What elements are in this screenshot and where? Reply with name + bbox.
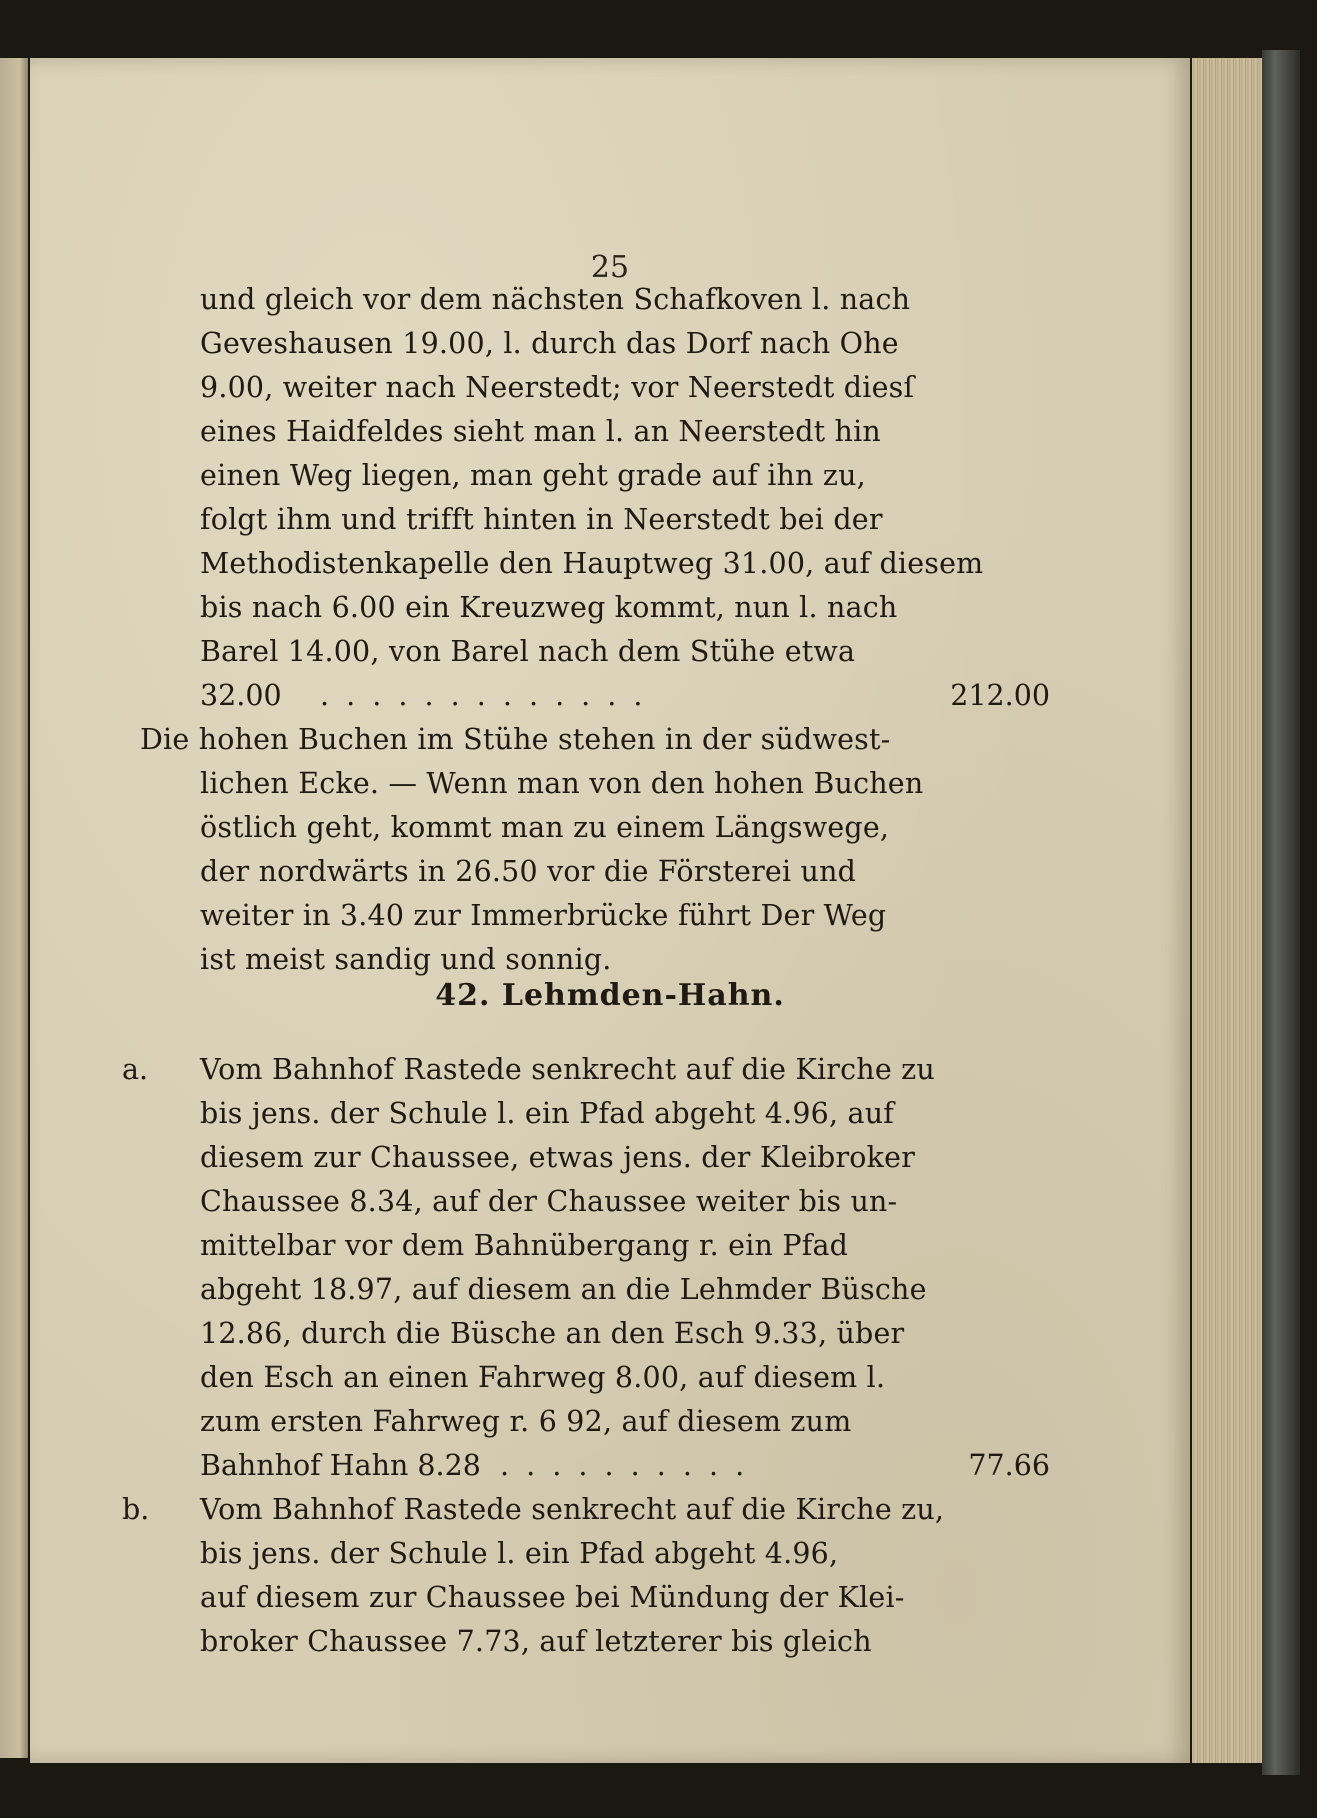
text-line: bis jens. der Schule l. ein Pfad abgeht 4.96, — [200, 1537, 839, 1570]
text-line: bis jens. der Schule l. ein Pfad abgeht 4.96, auf — [200, 1097, 895, 1130]
route-a-total: 77.66 — [968, 1449, 1050, 1482]
text-line: bis nach 6.00 ein Kreuzweg kommt, nun l. nach — [200, 591, 898, 624]
text-line: der nordwärts in 26.50 vor die Försterei und — [200, 855, 857, 888]
book-spine — [1262, 50, 1300, 1775]
text-line: ist meist sandig und sonnig. — [200, 943, 612, 976]
text-line: 9.00, weiter nach Neerstedt; vor Neerstedt diesſ — [200, 371, 915, 404]
entry-41-total: 212.00 — [950, 679, 1050, 712]
entry-41-total-line — [200, 674, 940, 718]
route-a-leader-dots: . . . . . . . . . . — [500, 1449, 749, 1482]
entry-41-leader-dots: . . . . . . . . . . . . . — [320, 679, 647, 712]
text-line: Geveshausen 19.00, l. durch das Dorf nach Ohe — [200, 327, 899, 360]
text-line: auf diesem zur Chaussee bei Mündung der Klei- — [200, 1581, 905, 1614]
text-line: diesem zur Chaussee, etwas jens. der Kleibroker — [200, 1141, 916, 1174]
text-line: weiter in 3.40 zur Immerbrücke führt Der Weg — [200, 899, 887, 932]
page-number: 25 — [590, 250, 630, 285]
text-line: broker Chaussee 7.73, auf letzterer bis gleich — [200, 1625, 872, 1658]
text-line: zum ersten Fahrweg r. 6 92, auf diesem zum — [200, 1405, 852, 1438]
text-line: Die hohen Buchen im Stühe stehen in der südwest- — [140, 723, 891, 756]
text-line: lichen Ecke. — Wenn man von den hohen Buchen — [200, 767, 924, 800]
text-line: Vom Bahnhof Rastede senkrecht auf die Kirche zu — [200, 1053, 935, 1086]
route-a-total-line — [200, 1444, 940, 1488]
text-line: 12.86, durch die Büsche an den Esch 9.33, über — [200, 1317, 905, 1350]
text-line: Vom Bahnhof Rastede senkrecht auf die Kirche zu, — [200, 1493, 945, 1526]
text-line: mittelbar vor dem Bahnübergang r. ein Pfad — [200, 1229, 849, 1262]
book-page — [30, 58, 1190, 1763]
text-line: östlich geht, kommt man zu einem Längswege, — [200, 811, 890, 844]
text-line: und gleich vor dem nächsten Schafkoven l. nach — [200, 283, 911, 316]
route-a-label: a. — [122, 1053, 149, 1086]
text-line: Barel 14.00, von Barel nach dem Stühe etwa — [200, 635, 856, 668]
text-line: Methodistenkapelle den Hauptweg 31.00, auf diesem — [200, 547, 984, 580]
text-line: Chaussee 8.34, auf der Chaussee weiter bis un- — [200, 1185, 898, 1218]
entry-41-final-distance: 32.00 — [200, 679, 282, 712]
text-line: eines Haidfeldes sieht man l. an Neerstedt hin — [200, 415, 881, 448]
text-line: einen Weg liegen, man geht grade auf ihn zu, — [200, 459, 866, 492]
previous-page-edge — [0, 58, 28, 1758]
text-line: abgeht 18.97, auf diesem an die Lehmder Büsche — [200, 1273, 927, 1306]
route-a-final-text: Bahnhof Hahn 8.28 — [200, 1449, 481, 1482]
text-line: folgt ihm und trifft hinten in Neerstedt bei der — [200, 503, 883, 536]
entry-42-heading: 42. Lehmden-Hahn. — [435, 978, 785, 1013]
route-b-label: b. — [122, 1493, 150, 1526]
page-stack-edges — [1192, 58, 1262, 1763]
text-line: den Esch an einen Fahrweg 8.00, auf diesem l. — [200, 1361, 886, 1394]
